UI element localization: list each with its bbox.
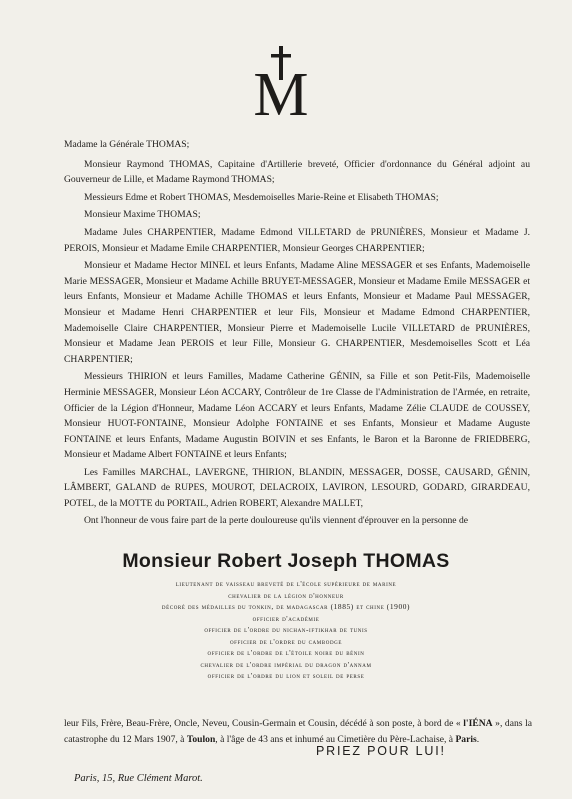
- death-place: Toulon: [186, 734, 216, 745]
- title-line: officier de l'ordre du cambodge: [229, 636, 343, 646]
- title-line: chevalier de l'ordre impérial du dragon d'annam: [200, 659, 372, 669]
- family-paragraph: Madame Jules CHARPENTIER, Madame Edmond VILLETARD de PRUNIÈRES, Monsieur et Madame J. PEROIS, Monsieur et Madame Emile CHARPENTIER, Monsieur Georges CHARPENTIER;: [64, 226, 530, 254]
- title-line: officier de l'ordre du nichan-iftikhar de tunis: [204, 625, 368, 634]
- title-line: lieutenant de vaisseau breveté de l'école supérieure de marine: [175, 579, 397, 588]
- title-line: officier d'académie: [252, 613, 320, 623]
- title-line: officier de l'ordre de l'étoile noire du bénin: [207, 648, 365, 657]
- closing-paragraph: [64, 716, 532, 748]
- family-paragraph: Les Familles MARCHAL, LAVERGNE, THIRION, BLANDIN, MESSAGER, DOSSE, CAUSARD, GÉNIN, LÂMBERT, GALAND de RUPES, MOUROT, DELACROIX, LAVIRON, LESOURD, GODARD, GIRARDEAU, POTEL, de la MOTTE du PORTAIL, Adrien ROBERT, Alexandre MALLET,: [64, 466, 530, 510]
- deceased-name: Monsieur Robert Joseph THOMAS: [122, 550, 450, 572]
- closing-text-3: , à l'âge de 43 ans et inhumé au Cimetière du Père-Lachaise, à: [215, 734, 456, 745]
- ship-name: l'IÉNA: [463, 718, 493, 729]
- monogram-letter: M: [253, 61, 309, 119]
- title-line: chevalier de la légion d'honneur: [228, 590, 344, 600]
- deceased-titles: [0, 578, 572, 682]
- family-paragraph: Madame la Générale THOMAS;: [64, 139, 190, 150]
- prayer-line: PRIEZ POUR LUI!: [316, 744, 446, 758]
- announcement-intro: Ont l'honneur de vous faire part de la perte douloureuse qu'ils viennent d'éprouver en la personne de: [84, 515, 469, 526]
- family-paragraph: Monsieur Raymond THOMAS, Capitaine d'Artillerie breveté, Officier d'ordonnance du Général adjoint au Gouverneur de Lille, et Madame Raymond THOMAS;: [64, 158, 530, 186]
- title-line: officier de l'ordre du lion et soleil de perse: [207, 671, 365, 680]
- closing-text-4: .: [476, 734, 480, 745]
- closing-text-2: », dans la catastrophe du 12 Mars 1907, à: [64, 718, 532, 745]
- closing-text-1: leur Fils, Frère, Beau-Frère, Oncle, Neveu, Cousin-Germain et Cousin, décédé à son poste, à bord de «: [64, 718, 464, 729]
- family-paragraph: Messieurs THIRION et leurs Familles, Madame Catherine GÉNIN, sa Fille et son Petit-Fils, Mademoiselle Herminie MESSAGER, Monsieur Léon ACCARY, Contrôleur de 1re Classe de l'Administration de l'Armée, en retraite, Officier de la Légion d'Honneur, Madame Léon ACCARY et leurs Enfants, Madame Zélie CLAUDE de COUSSEY, Monsieur HUOT-FONTAINE, Monsieur Adolphe FONTAINE et ses Enfants, Monsieur et Madame Auguste FONTAINE et leurs Enfants, Madame Augustin BOIVIN et ses Enfants, le Baron et la Baronne de FRIEDBERG, Monsieur et Madame Albert FONTAINE et leurs Enfants;: [64, 371, 530, 461]
- cross-monogram-icon: [248, 43, 314, 119]
- family-paragraph: Monsieur et Madame Hector MINEL et leurs Enfants, Madame Aline MESSAGER et ses Enfants, Mademoiselle Marie MESSAGER, Monsieur et Madame Achille BRUYET-MESSAGER, Monsieur et Madame Emile MESSAGER et leurs Enfants, Monsieur et Madame Achille THOMAS et leurs Enfants, Monsieur et Madame Paul MESSAGER, Monsieur et Madame Henri CHARPENTIER et leur Fils, Monsieur et Madame Edmond CHARPENTIER, Mademoiselle Claire CHARPENTIER, Monsieur Pierre et Mademoiselle Lucile VILLETARD de PRUNIÈRES, Monsieur et Madame Jean PEROIS et leur Fille, Monsieur G. CHARPENTIER, Mesdemoiselles Scott et Léa CHARPENTIER;: [64, 260, 530, 365]
- burial-city: Paris: [455, 734, 477, 745]
- address: Paris, 15, Rue Clément Marot.: [74, 773, 203, 784]
- family-list: [64, 137, 530, 514]
- family-paragraph: Messieurs Edme et Robert THOMAS, Mesdemoiselles Marie-Reine et Elisabeth THOMAS;: [84, 191, 439, 203]
- title-line: décoré des médailles du tonkin, de madagascar (1885) et chine (1900): [161, 602, 411, 611]
- family-paragraph: Monsieur Maxime THOMAS;: [84, 209, 201, 221]
